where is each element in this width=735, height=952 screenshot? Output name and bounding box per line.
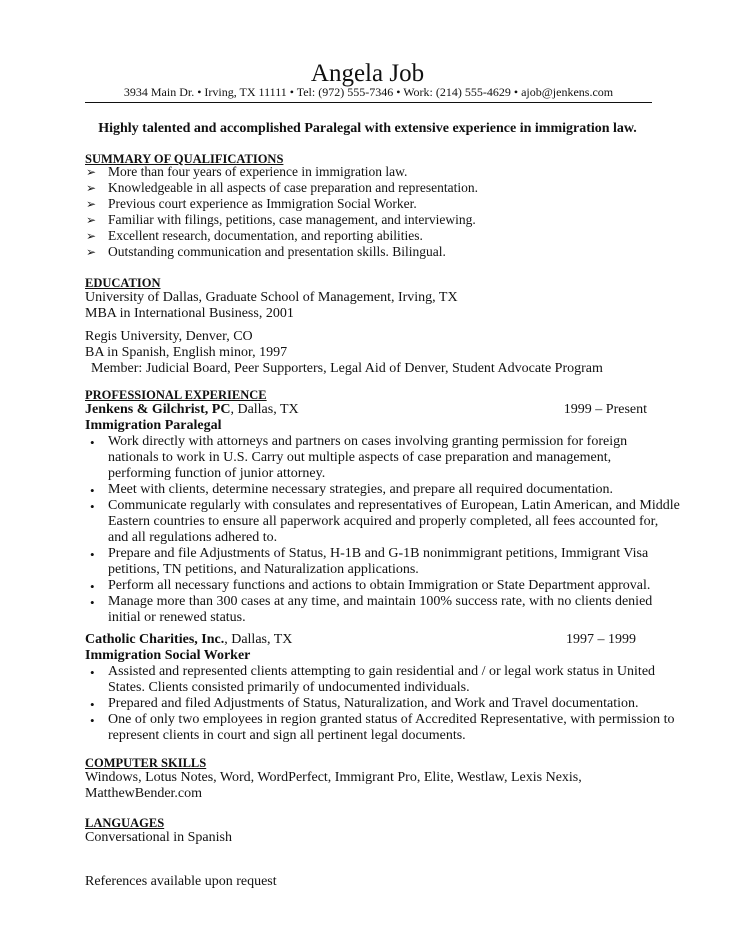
- list-item: Familiar with filings, petitions, case management, and interviewing.: [108, 212, 476, 227]
- bullet-icon: •: [90, 547, 95, 562]
- duty-line: One of only two employees in region granted status of Accredited Representative, with permission to: [108, 712, 675, 727]
- duty-line: Assisted and represented clients attempting to gain residential and / or legal work status in United: [108, 664, 656, 679]
- education-degree-1: MBA in International Business, 2001: [85, 306, 294, 321]
- summary-heading: SUMMARY OF QUALIFICATIONS: [85, 152, 284, 166]
- arrow-bullet-icon: ➢: [86, 181, 97, 195]
- list-item: Knowledgeable in all aspects of case preparation and representation.: [108, 180, 478, 195]
- job-2-dates: 1997 – 1999: [566, 632, 636, 647]
- duty-line: performing function of junior attorney.: [108, 466, 326, 481]
- bullet-icon: •: [90, 665, 95, 680]
- duty-line: Manage more than 300 cases at any time, and maintain 100% success rate, with no clients denied: [108, 594, 653, 609]
- languages-heading: LANGUAGES: [85, 816, 165, 830]
- bullet-icon: •: [90, 697, 95, 712]
- job-2-employer: Catholic Charities, Inc.: [85, 632, 225, 647]
- duty-line: Prepared and filed Adjustments of Status, Naturalization, and Work and Travel documentation.: [108, 696, 639, 711]
- duty-line: Prepare and file Adjustments of Status, H-1B and G-1B nonimmigrant petitions, Immigrant Visa: [108, 546, 649, 561]
- duty-line: initial or renewed status.: [108, 610, 246, 625]
- job-1-employer: Jenkens & Gilchrist, PC: [85, 402, 231, 417]
- job-2-title: Immigration Social Worker: [85, 648, 251, 663]
- job-1-employer-line: [85, 402, 299, 419]
- education-degree-2: BA in Spanish, English minor, 1997: [85, 345, 288, 360]
- duty-line: petitions, TN petitions, and Naturalization applications.: [108, 562, 419, 577]
- bullet-icon: •: [90, 595, 95, 610]
- duty-line: represent clients in court and sign all pertinent legal documents.: [108, 728, 466, 743]
- duty-line: nationals to work in U.S. Carry out multiple aspects of case preparation and management,: [108, 450, 612, 465]
- contact-line: 3934 Main Dr. • Irving, TX 11111 • Tel: (972) 555-7346 • Work: (214) 555-4629 • ajob@jenkens.com: [123, 85, 614, 99]
- job-1-title: Immigration Paralegal: [85, 418, 222, 433]
- duty-line: Communicate regularly with consulates and representatives of European, Latin American, and Middle: [108, 498, 680, 513]
- education-memberships: Member: Judicial Board, Peer Supporters, Legal Aid of Denver, Student Advocate Program: [91, 361, 603, 376]
- duty-line: States. Clients consisted primarily of undocumented individuals.: [108, 680, 470, 695]
- arrow-bullet-icon: ➢: [86, 245, 97, 259]
- computer-skills-line: Windows, Lotus Notes, Word, WordPerfect, Immigrant Pro, Elite, Westlaw, Lexis Nexis,: [85, 770, 582, 785]
- job-1-dates: 1999 – Present: [563, 402, 647, 417]
- job-2-employer-line: [85, 632, 292, 649]
- job-2-location: , Dallas, TX: [224, 632, 293, 647]
- arrow-bullet-icon: ➢: [86, 197, 97, 211]
- duty-line: Perform all necessary functions and actions to obtain Immigration or State Department approval.: [108, 578, 651, 593]
- education-heading: EDUCATION: [85, 276, 161, 290]
- computer-skills-heading: COMPUTER SKILLS: [85, 756, 207, 770]
- objective-statement: Highly talented and accomplished Paralegal with extensive experience in immigration law.: [98, 121, 637, 136]
- bullet-icon: •: [90, 483, 95, 498]
- computer-skills-line: MatthewBender.com: [85, 786, 203, 801]
- header-divider: [85, 102, 652, 103]
- arrow-bullet-icon: ➢: [86, 213, 97, 227]
- duty-line: and all regulations adhered to.: [108, 530, 278, 545]
- bullet-icon: •: [90, 499, 95, 514]
- list-item: Excellent research, documentation, and reporting abilities.: [108, 228, 423, 243]
- duty-line: Meet with clients, determine necessary strategies, and prepare all required documentation.: [108, 482, 613, 497]
- bullet-icon: •: [90, 713, 95, 728]
- duty-line: Work directly with attorneys and partners on cases involving granting permission for foreign: [108, 434, 628, 449]
- list-item: Outstanding communication and presentation skills. Bilingual.: [108, 244, 446, 259]
- languages-text: Conversational in Spanish: [85, 830, 232, 845]
- arrow-bullet-icon: ➢: [86, 229, 97, 243]
- duty-line: Eastern countries to ensure all paperwork acquired and properly completed, all fees accounted for,: [108, 514, 659, 529]
- bullet-icon: •: [90, 579, 95, 594]
- education-school-2: Regis University, Denver, CO: [85, 329, 253, 344]
- references-note: References available upon request: [85, 874, 277, 889]
- candidate-name: Angela Job: [310, 60, 425, 87]
- experience-heading: PROFESSIONAL EXPERIENCE: [85, 388, 267, 402]
- bullet-icon: •: [90, 435, 95, 450]
- list-item: More than four years of experience in immigration law.: [108, 164, 408, 179]
- arrow-bullet-icon: ➢: [86, 165, 97, 179]
- job-1-location: , Dallas, TX: [230, 402, 299, 417]
- list-item: Previous court experience as Immigration Social Worker.: [108, 196, 417, 211]
- education-school-1: University of Dallas, Graduate School of Management, Irving, TX: [85, 290, 458, 305]
